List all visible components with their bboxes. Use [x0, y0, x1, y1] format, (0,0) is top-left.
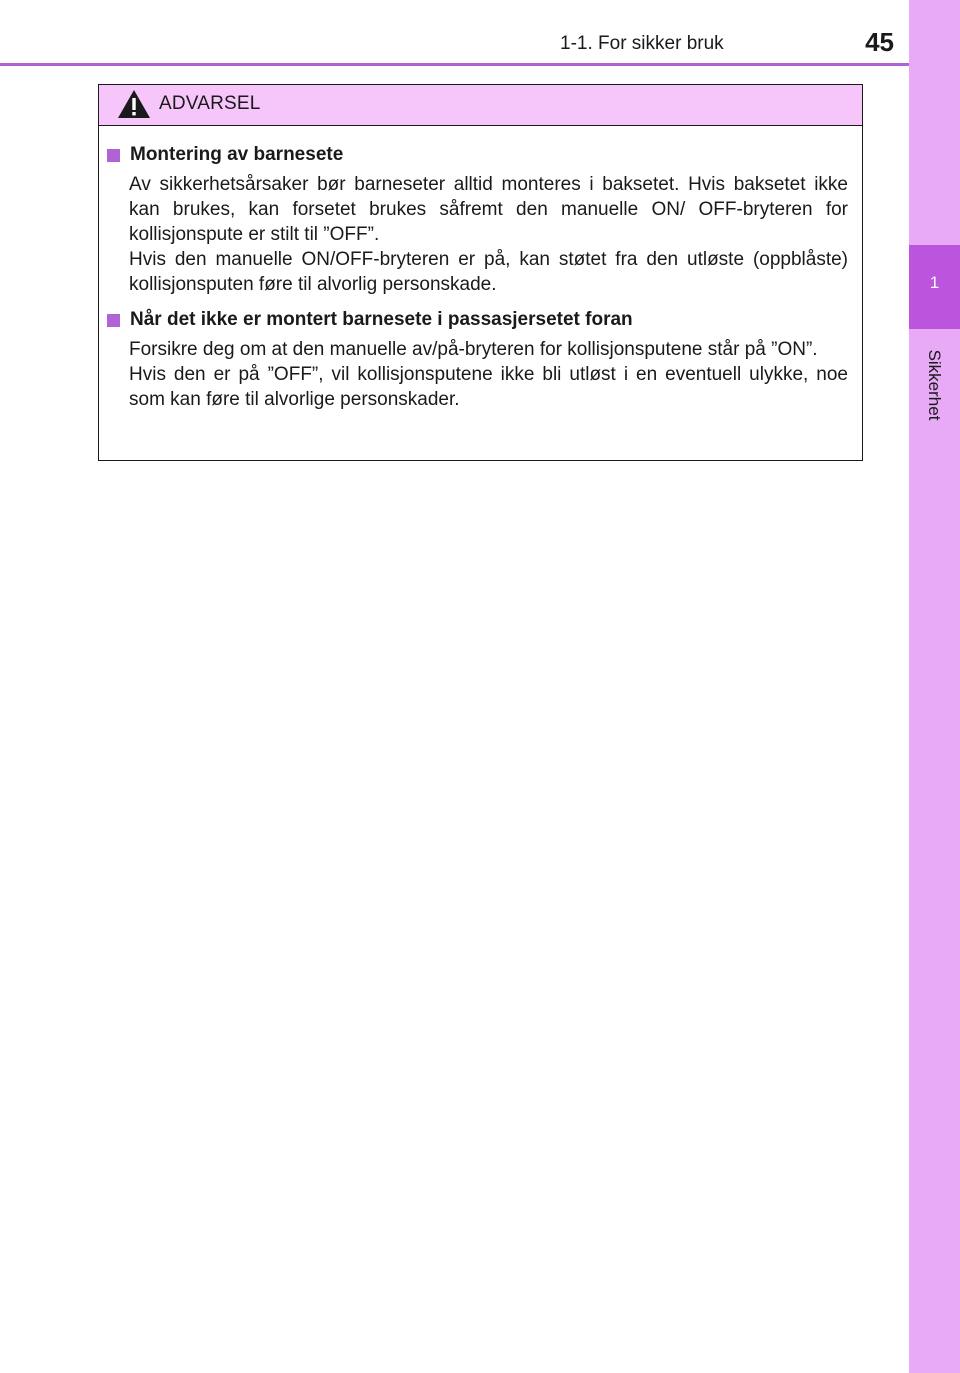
item-paragraph: Hvis den manuelle ON/OFF-bryteren er på, kan støtet fra den utløste (oppblåste) kollisjonsputen føre til alvorlig personskade. [129, 249, 848, 295]
item-paragraph: Forsikre deg om at den manuelle av/på-bryteren for kollisjonsputene står på ”ON”. [129, 339, 818, 360]
item-heading [107, 307, 848, 333]
item-heading-text: Montering av barnesete [130, 144, 344, 165]
chapter-label: Sikkerhet [925, 349, 944, 421]
warning-body [99, 126, 862, 412]
chapter-side-bar [909, 0, 960, 1373]
item-paragraph: Av sikkerhetsårsaker bør barneseter alltid monteres i baksetet. Hvis baksetet ikke kan brukes, kan forsetet brukes såfremt den manuelle ON/ OFF-bryteren for kollisjonspute er stilt til ”OFF”. [129, 174, 848, 245]
warning-item [103, 307, 848, 412]
header-divider [0, 63, 909, 66]
square-bullet-icon [107, 149, 120, 162]
section-title: 1-1. For sikker bruk [560, 33, 724, 54]
item-heading-text: Når det ikke er montert barnesete i passasjersetet foran [130, 309, 633, 330]
warning-header [99, 85, 862, 126]
square-bullet-icon [107, 314, 120, 327]
item-paragraph: Hvis den er på ”OFF”, vil kollisjonsputene ikke bli utløst i en eventuell ulykke, noe som kan føre til alvorlige personskader. [129, 364, 848, 410]
warning-triangle-icon [117, 89, 151, 119]
page-number: 45 [865, 27, 894, 57]
warning-title: ADVARSEL [159, 93, 261, 114]
item-heading [107, 142, 848, 168]
warning-box [98, 84, 863, 461]
chapter-number-tab: 1 [909, 245, 960, 329]
warning-item [103, 142, 848, 297]
